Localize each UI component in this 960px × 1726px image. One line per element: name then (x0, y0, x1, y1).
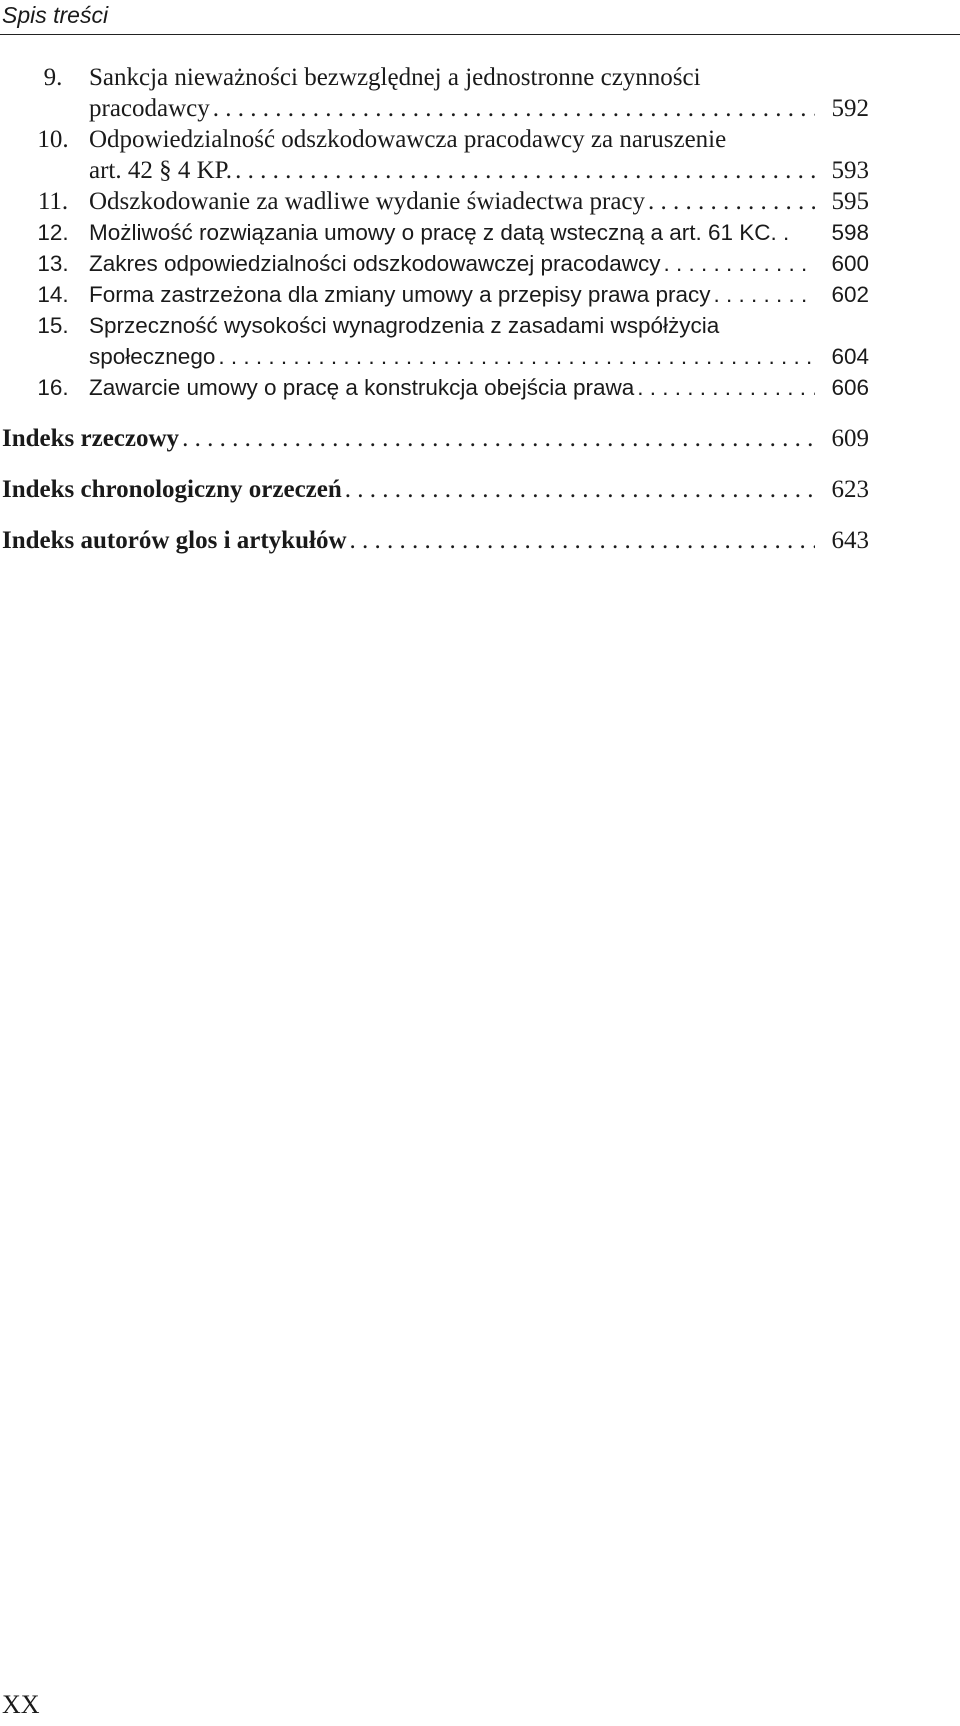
entry-title-line: Odszkodowanie za wadliwe wydanie świadectwa pracy (89, 188, 646, 215)
leader-dots (350, 525, 816, 556)
leader-dots (218, 341, 815, 372)
entry-number: 10. (37, 126, 69, 153)
entry-title-line: Odpowiedzialność odszkodowawcza pracodawcy za naruszenie (89, 126, 727, 153)
index-page-number: 643 (831, 527, 869, 554)
entry-title-line: Sankcja nieważności bezwzględnej a jednostronne czynności (89, 64, 701, 91)
entry-number: 15. (37, 313, 69, 338)
running-title: Spis treści (2, 2, 109, 28)
index-label: Indeks chronologiczny orzeczeń (2, 476, 342, 503)
entry-page-number: 606 (831, 375, 869, 400)
entry-number: 16. (37, 375, 69, 400)
entry-title-line: art. 42 § 4 KP. (89, 157, 233, 184)
entry-page-number: 593 (831, 157, 869, 184)
running-header (0, 0, 960, 35)
toc-entry-16[interactable] (0, 372, 960, 403)
toc-entry-15[interactable] (0, 310, 960, 372)
entry-title-line: Forma zastrzeżona dla zmiany umowy a przepisy prawa pracy (89, 282, 711, 307)
leader-dots (182, 423, 815, 454)
page-folio: XX (2, 1690, 40, 1719)
index-label: Indeks rzeczowy (2, 425, 180, 452)
index-entry-autorow[interactable] (2, 525, 869, 556)
entry-page-number: 600 (831, 251, 869, 276)
index-entry-chronologiczny[interactable] (2, 474, 869, 505)
index-entry-rzeczowy[interactable] (2, 423, 869, 454)
leader-dots (714, 279, 816, 310)
leader-dots (664, 248, 815, 279)
entry-number: 12. (37, 220, 69, 245)
leader-dots (213, 93, 815, 124)
leader-dots (345, 474, 815, 505)
toc-entry-11[interactable] (0, 186, 960, 217)
toc-entry-12[interactable] (0, 217, 960, 248)
entry-page-number: 604 (831, 344, 869, 369)
entry-title-line: pracodawcy (89, 95, 210, 122)
entry-number: 9. (43, 64, 63, 91)
index-page-number: 623 (831, 476, 869, 503)
entry-page-number: 592 (831, 95, 869, 122)
entry-number: 11. (37, 188, 69, 215)
entry-number: 13. (37, 251, 69, 276)
toc-entry-10[interactable] (0, 124, 960, 186)
toc-entry-13[interactable] (0, 248, 960, 279)
leader-dots (235, 155, 815, 186)
toc-entry-14[interactable] (0, 279, 960, 310)
table-of-contents (0, 62, 960, 556)
entry-page-number: 598 (831, 220, 869, 245)
leader-dots (648, 186, 815, 217)
toc-entry-9[interactable] (0, 62, 960, 124)
entry-title-line: Możliwość rozwiązania umowy o pracę z datą wsteczną a art. 61 KC. . (89, 220, 790, 245)
leader-dots (637, 372, 815, 403)
entry-title-line: Zawarcie umowy o pracę a konstrukcja obejścia prawa (89, 375, 635, 400)
index-label: Indeks autorów glos i artykułów (2, 527, 347, 554)
entry-page-number: 595 (831, 188, 869, 215)
index-page-number: 609 (831, 425, 869, 452)
entry-title-line: Zakres odpowiedzialności odszkodowawczej pracodawcy (89, 251, 661, 276)
entry-title-line: Sprzeczność wysokości wynagrodzenia z zasadami współżycia (89, 313, 720, 338)
entry-page-number: 602 (831, 282, 869, 307)
entry-title-line: społecznego (89, 344, 216, 369)
entry-number: 14. (37, 282, 69, 307)
